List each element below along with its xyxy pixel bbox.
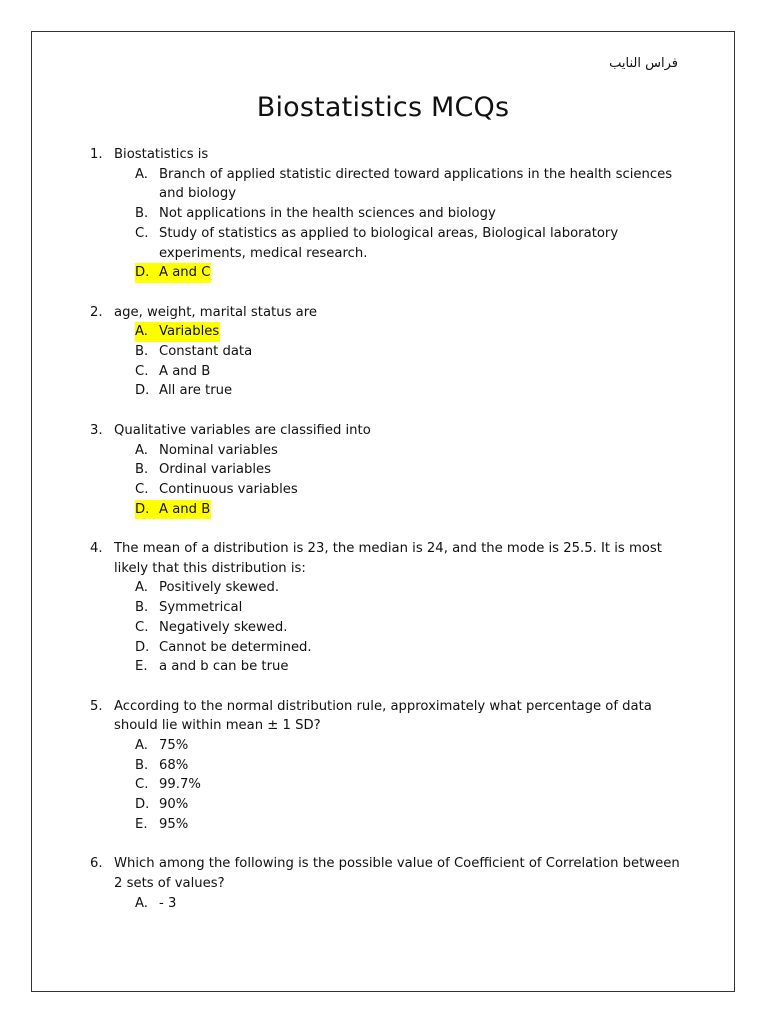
option-label: B. <box>135 462 149 478</box>
option-label: D. <box>135 500 159 520</box>
question-number: 2. <box>90 304 103 320</box>
option-a <box>135 894 690 914</box>
question-body <box>114 303 690 402</box>
question-number: 3. <box>90 422 103 438</box>
option-label: C. <box>135 225 149 241</box>
author-name: فراس النايب <box>609 56 678 71</box>
option-e <box>135 815 690 835</box>
option-c <box>135 480 690 500</box>
option-label: D. <box>135 797 150 813</box>
question-4 <box>90 539 690 677</box>
option-b <box>135 460 690 480</box>
option-text: 68% <box>159 757 189 773</box>
question-5 <box>90 697 690 835</box>
question-body <box>114 697 690 835</box>
option-text: Continuous variables <box>159 481 298 497</box>
option-label: C. <box>135 777 149 793</box>
document-page <box>31 31 735 992</box>
option-text: 90% <box>159 797 189 813</box>
option-label: A. <box>135 895 148 911</box>
question-text: The mean of a distribution is 23, the median is 24, and the mode is 25.5. It is most likely that this distribution is: <box>114 541 662 576</box>
option-c <box>135 362 690 382</box>
option-a <box>135 322 690 342</box>
option-list <box>135 578 690 677</box>
option-label: D. <box>135 383 150 399</box>
option-a <box>135 441 690 461</box>
option-list <box>135 165 690 283</box>
option-label: A. <box>135 580 148 596</box>
option-d <box>135 638 690 658</box>
option-text: Cannot be determined. <box>159 639 312 655</box>
option-label: A. <box>135 442 148 458</box>
question-text: Which among the following is the possible value of Coefficient of Correlation between 2 sets of values? <box>114 856 680 891</box>
option-text: Positively skewed. <box>159 580 280 596</box>
option-text: Not applications in the health sciences and biology <box>159 206 496 222</box>
question-body <box>114 854 690 913</box>
option-b <box>135 756 690 776</box>
option-d <box>135 500 690 520</box>
option-b <box>135 598 690 618</box>
option-text: All are true <box>159 383 233 399</box>
option-list <box>135 322 690 401</box>
option-text: - 3 <box>159 895 177 911</box>
question-6 <box>90 854 690 913</box>
question-body <box>114 145 690 283</box>
option-label: E. <box>135 659 148 675</box>
option-c <box>135 224 690 263</box>
question-1 <box>90 145 690 283</box>
answer-highlight <box>135 263 211 283</box>
option-label: B. <box>135 206 149 222</box>
option-label: A. <box>135 166 148 182</box>
option-label: C. <box>135 619 149 635</box>
option-list <box>135 894 690 914</box>
option-a <box>135 165 690 204</box>
option-text: 75% <box>159 738 189 754</box>
option-text: A and B <box>159 500 211 520</box>
option-text: Negatively skewed. <box>159 619 288 635</box>
option-label: E. <box>135 816 148 832</box>
option-text: 95% <box>159 816 189 832</box>
option-label: B. <box>135 600 149 616</box>
option-list <box>135 736 690 835</box>
option-label: C. <box>135 363 149 379</box>
option-label: B. <box>135 344 149 360</box>
option-d <box>135 381 690 401</box>
question-number: 4. <box>90 541 103 557</box>
option-text: Study of statistics as applied to biological areas, Biological laboratory experiments, medical research. <box>159 225 619 261</box>
option-text: Branch of applied statistic directed toward applications in the health sciences and biology <box>159 166 673 202</box>
option-label: A. <box>135 738 148 754</box>
question-body <box>114 539 690 677</box>
option-label: A. <box>135 322 159 342</box>
question-text: age, weight, marital status are <box>114 304 317 320</box>
option-text: A and B <box>159 363 211 379</box>
question-number: 5. <box>90 698 103 714</box>
option-label: D. <box>135 263 159 283</box>
answer-highlight <box>135 500 211 520</box>
question-3 <box>90 421 690 520</box>
page-title: Biostatistics MCQs <box>256 92 510 123</box>
option-text: a and b can be true <box>159 659 289 675</box>
option-label: C. <box>135 481 149 497</box>
option-text: Ordinal variables <box>159 462 271 478</box>
option-text: 99.7% <box>159 777 201 793</box>
question-body <box>114 421 690 520</box>
answer-highlight <box>135 322 220 342</box>
option-d <box>135 263 690 283</box>
question-number: 1. <box>90 147 103 162</box>
option-text: Variables <box>159 322 220 342</box>
option-b <box>135 204 690 224</box>
question-2 <box>90 303 690 402</box>
option-e <box>135 657 690 677</box>
option-text: Symmetrical <box>159 600 243 616</box>
option-list <box>135 441 690 520</box>
question-list <box>90 145 690 933</box>
option-text: Nominal variables <box>159 442 278 458</box>
option-c <box>135 618 690 638</box>
option-a <box>135 736 690 756</box>
question-text: Qualitative variables are classified into <box>114 422 371 438</box>
option-c <box>135 775 690 795</box>
option-d <box>135 795 690 815</box>
question-text: Biostatistics is <box>114 147 209 162</box>
option-a <box>135 578 690 598</box>
option-label: B. <box>135 757 149 773</box>
question-number: 6. <box>90 856 103 872</box>
option-text: Constant data <box>159 344 253 360</box>
question-text: According to the normal distribution rule, approximately what percentage of data should lie within mean ± 1 SD? <box>114 698 652 734</box>
option-text: A and C <box>159 263 211 283</box>
option-b <box>135 342 690 362</box>
option-label: D. <box>135 639 150 655</box>
